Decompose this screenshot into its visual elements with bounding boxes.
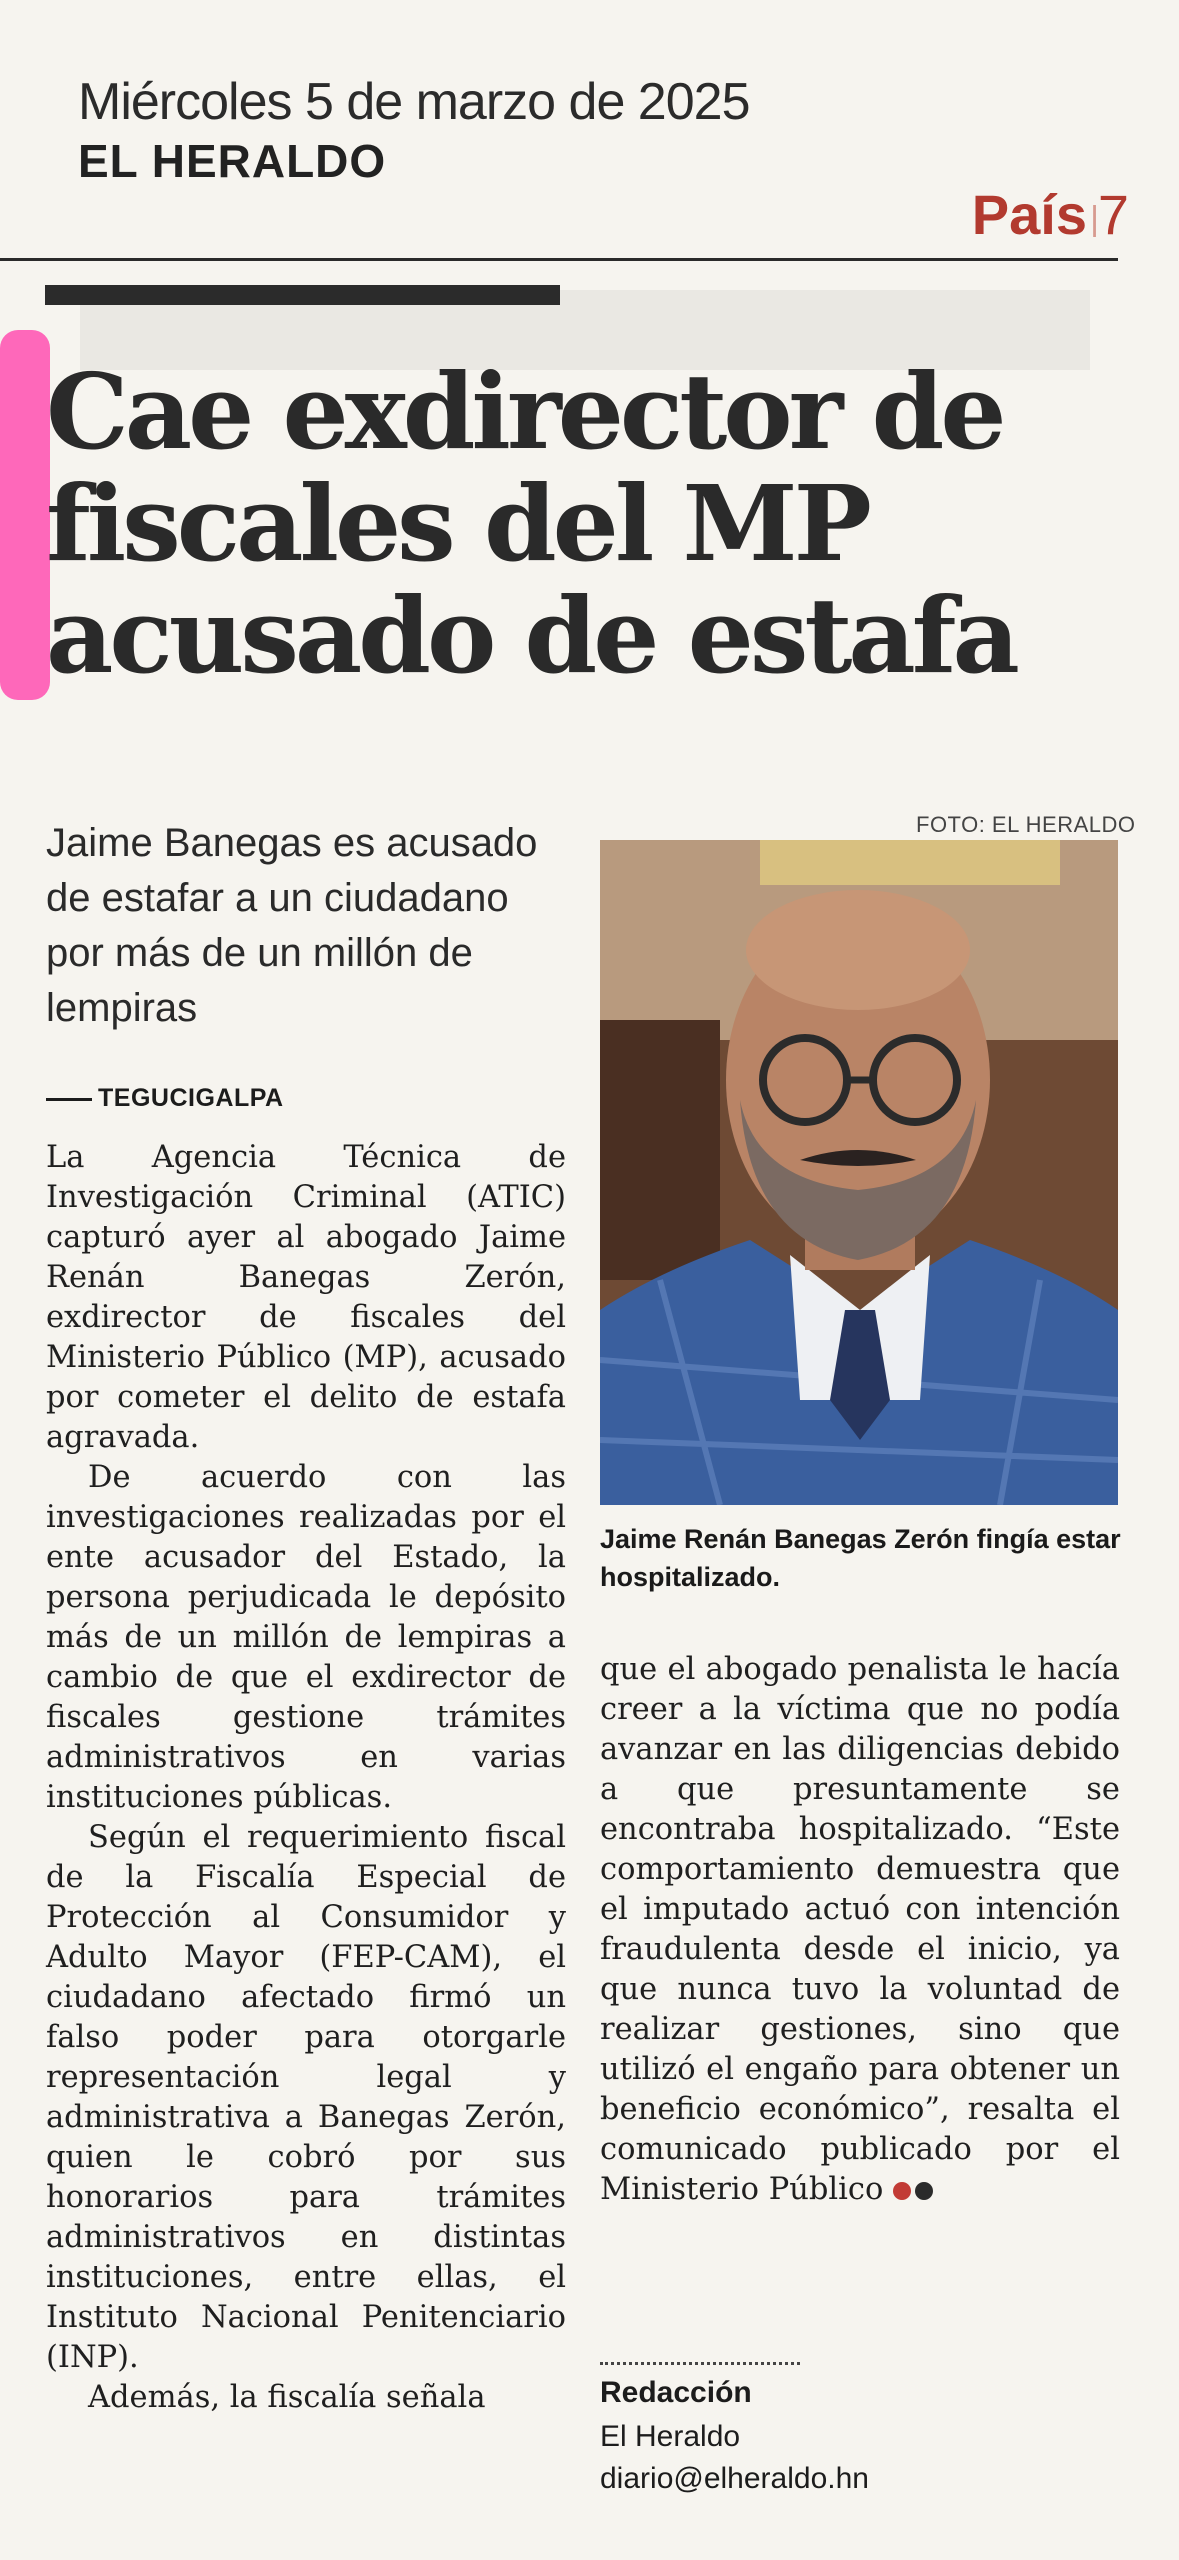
headline-rule bbox=[45, 285, 560, 305]
portrait-photo bbox=[600, 840, 1118, 1505]
section-separator: | bbox=[1090, 200, 1099, 238]
paragraph: Además, la fiscalía señala bbox=[88, 2380, 486, 2415]
signature-name: El Heraldo bbox=[600, 2420, 741, 2453]
section-name: País bbox=[971, 183, 1087, 246]
signature-role: Redacción bbox=[600, 2376, 752, 2409]
paragraph: Según el requerimiento fiscal de la Fiscalía Especial de Protección al Consumidor y Adulto Mayor (FEP-CAM), el ciudadano afectado firmó un falso poder para otorgarle representación legal y administrativa a Banegas Zerón, quien le cobró por sus honorarios para trámites administrativos en distintas instituciones, entre ellas, el Instituto Nacional Penitenciario (INP). bbox=[46, 1820, 566, 2375]
dateline-rule bbox=[46, 1098, 92, 1101]
body-column-1 bbox=[46, 1138, 566, 2418]
deck-subheading: Jaime Banegas es acusado de estafar a un ciudadano por más de un millón de lempiras bbox=[46, 821, 538, 1030]
headline: Cae exdirector de fiscales del MP acusado de estafa bbox=[46, 350, 1016, 697]
photo-credit: FOTO: EL HERALDO bbox=[916, 812, 1136, 837]
paragraph: La Agencia Técnica de Investigación Criminal (ATIC) capturó ayer al abogado Jaime Renán Banegas Zerón, exdirector de fiscales del Ministerio Público (MP), acusado por cometer el delito de estafa agravada. bbox=[46, 1140, 566, 1455]
header-rule bbox=[0, 258, 1118, 261]
page-number: 7 bbox=[1097, 183, 1129, 246]
paragraph: que el abogado penalista le hacía creer a la víctima que no podía avanzar en las diligencias debido a que presuntamente se encontraba hospitalizado. “Este comportamiento demuestra que el imputado actuó con intención fraudulenta desde el inicio, ya que nunca tuvo la voluntad de realizar gestiones, sino que utilizó el engaño para obtener un beneficio económico”, resalta el comunicado publicado por el Ministerio Público bbox=[600, 1652, 1120, 2207]
paragraph: De acuerdo con las investigaciones realizadas por el ente acusador del Estado, la persona perjudicada le depósito más de un millón de lempiras a cambio de que el exdirector de fiscales gestione trámites administrativos en varias instituciones públicas. bbox=[46, 1460, 566, 1815]
signature-rule bbox=[600, 2362, 800, 2365]
dateline bbox=[46, 1084, 284, 1113]
newspaper-name: EL HERALDO bbox=[78, 135, 387, 187]
body-column-2 bbox=[600, 1650, 1120, 2211]
highlighter-mark bbox=[0, 330, 50, 700]
issue-date: Miércoles 5 de marzo de 2025 bbox=[78, 73, 750, 131]
dateline-text: TEGUCIGALPA bbox=[98, 1084, 284, 1112]
photo-caption: Jaime Renán Banegas Zerón fingía estar hospitalizado. bbox=[600, 1524, 1121, 1592]
end-mark-icon bbox=[893, 2171, 937, 2211]
portrait-illustration bbox=[600, 840, 1118, 1505]
signature-email: diario@elheraldo.hn bbox=[600, 2462, 869, 2495]
